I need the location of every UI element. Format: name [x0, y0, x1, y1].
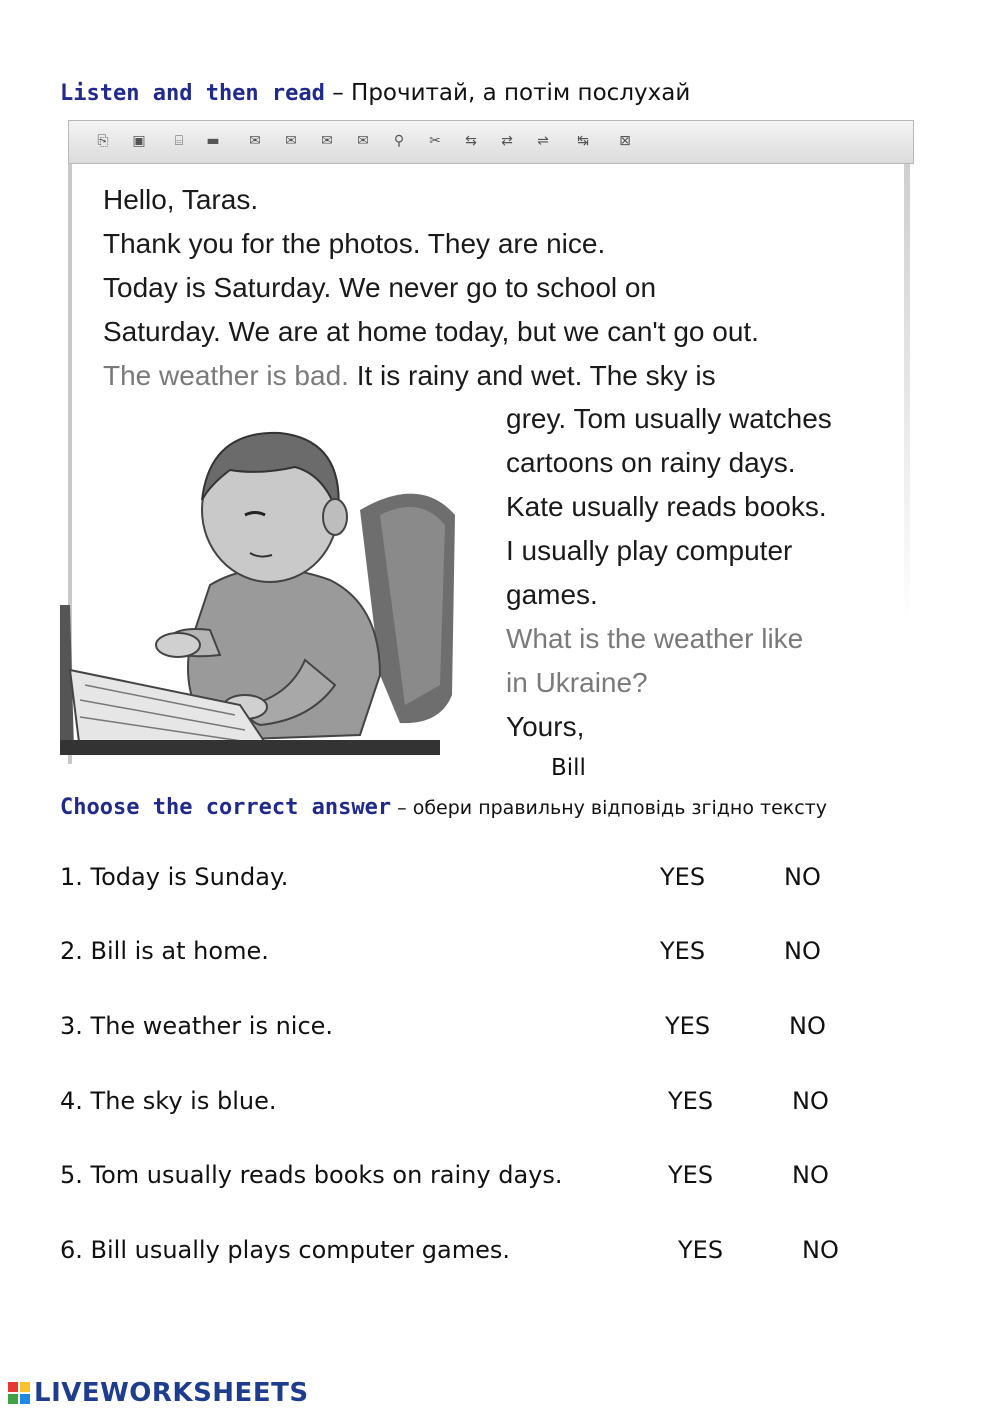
letter-closing: Yours, [506, 711, 585, 742]
toolbar-icon: ▬ [206, 133, 220, 149]
yes-option[interactable]: YES [678, 1236, 724, 1264]
toolbar-icon: ✂ [429, 133, 441, 149]
question-text: 6. Bill usually plays computer games. [60, 1236, 510, 1264]
question-text: 2. Bill is at home. [60, 937, 269, 965]
letter-line: Today is Saturday. We never go to school on [103, 272, 657, 303]
email-toolbar [68, 120, 914, 164]
yes-option[interactable]: YES [668, 1087, 714, 1115]
toolbar-icon: ⊠ [619, 133, 631, 149]
question-text: 5. Tom usually reads books on rainy days. [60, 1161, 563, 1189]
letter-line: Hello, Taras. [103, 184, 259, 215]
letter-line: Thank you for the photos. They are nice. [103, 228, 606, 259]
instruction-bold: Choose the correct answer [60, 795, 392, 820]
yes-option[interactable]: YES [660, 937, 706, 965]
brand-name: LIVEWORKSHEETS [34, 1378, 309, 1408]
toolbar-icon: ✉ [357, 133, 369, 149]
letter-signature: Bill [551, 755, 586, 781]
letter-line: games. [506, 579, 598, 610]
toolbar-icon: ⇆ [465, 133, 477, 149]
window-frame-right [904, 164, 910, 624]
toolbar-icon: ↹ [577, 133, 589, 149]
liveworksheets-logo-icon [8, 1382, 30, 1404]
toolbar-icon: ⇌ [537, 133, 549, 149]
instruction-listen-read [60, 80, 690, 106]
no-option[interactable]: NO [802, 1236, 839, 1264]
instruction-choose-answer [60, 794, 827, 820]
toolbar-icon: ⚲ [393, 133, 405, 149]
toolbar-icon: ✉ [321, 133, 333, 149]
toolbar-icon: ⇄ [501, 133, 513, 149]
letter-line [103, 360, 716, 392]
letter-line: cartoons on rainy days. [506, 447, 796, 478]
letter-line-grey: in Ukraine? [506, 667, 648, 698]
toolbar-icon: ✉ [249, 133, 261, 149]
toolbar-icon: ⌸ [174, 133, 184, 149]
toolbar-icon: ▣ [132, 133, 146, 149]
toolbar-icon: ✉ [285, 133, 297, 149]
letter-line: Kate usually reads books. [506, 491, 827, 522]
instruction-rest: – обери правильну відповідь згідно тексту [391, 797, 828, 819]
question-text: 3. The weather is nice. [60, 1012, 334, 1040]
letter-text: It is rainy and wet. The sky is [348, 360, 716, 391]
instruction-bold: Listen and then read [60, 81, 325, 106]
letter-line: Saturday. We are at home today, but we can't go out. [103, 316, 759, 347]
question-text: 4. The sky is blue. [60, 1087, 277, 1115]
boy-at-computer-illustration [60, 405, 460, 755]
letter-line: I usually play computer [506, 535, 793, 566]
letter-grey-text: The weather is bad. [103, 360, 349, 391]
toolbar-icon: ⎘ [97, 133, 109, 149]
yes-option[interactable]: YES [668, 1161, 714, 1189]
yes-option[interactable]: YES [665, 1012, 711, 1040]
question-text: 1. Today is Sunday. [60, 863, 289, 891]
yes-option[interactable]: YES [660, 863, 706, 891]
instruction-rest: – Прочитай, а потім послухай [324, 80, 691, 106]
letter-line: grey. Tom usually watches [506, 403, 832, 434]
no-option[interactable]: NO [792, 1087, 829, 1115]
no-option[interactable]: NO [784, 937, 821, 965]
no-option[interactable]: NO [789, 1012, 826, 1040]
no-option[interactable]: NO [792, 1161, 829, 1189]
no-option[interactable]: NO [784, 863, 821, 891]
letter-line-grey: What is the weather like [506, 623, 804, 654]
